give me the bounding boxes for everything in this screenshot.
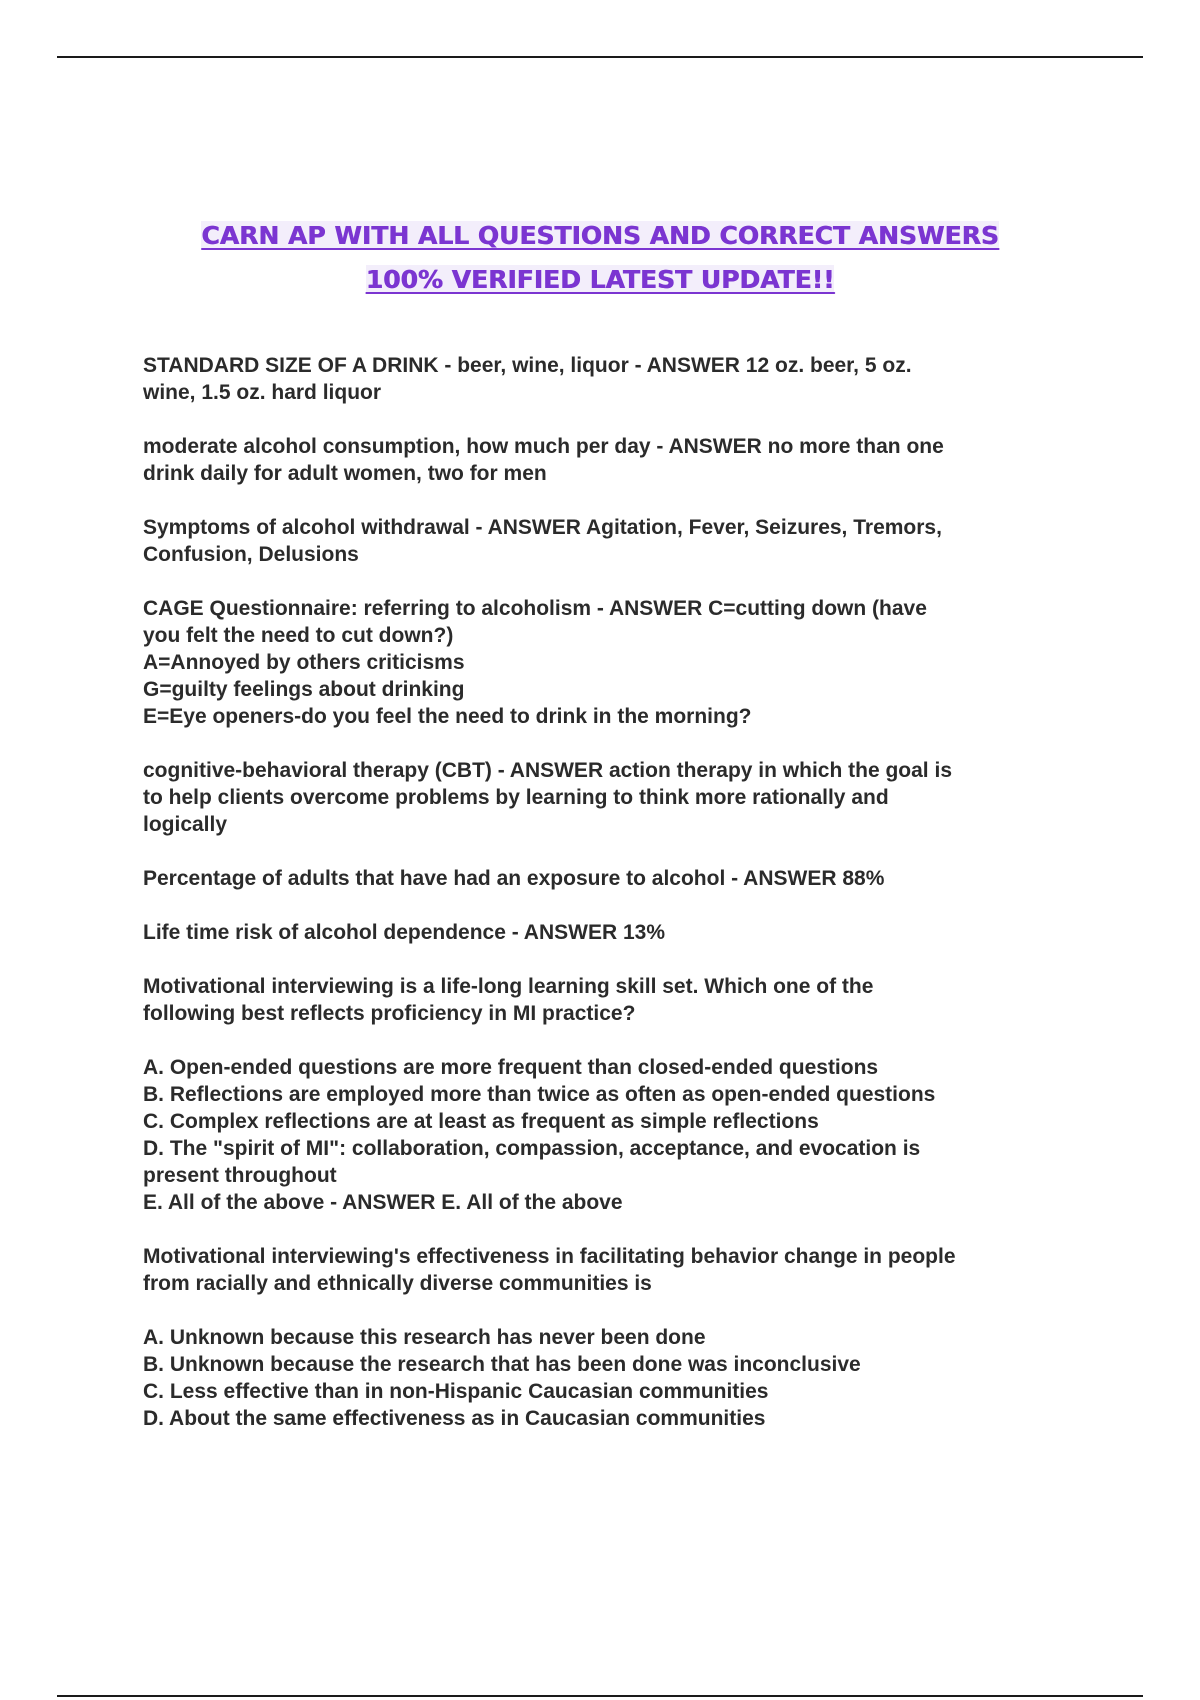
qa-entry: STANDARD SIZE OF A DRINK - beer, wine, liquor - ANSWER 12 oz. beer, 5 oz. wine, 1.5 oz. hard liquor: [143, 354, 912, 404]
title-line-2: 100% VERIFIED LATEST UPDATE!!: [365, 265, 835, 294]
top-rule: [57, 56, 1143, 58]
document-title: [100, 214, 1100, 302]
qa-options: A. Open-ended questions are more frequent than closed-ended questions B. Reflections are employed more than twice as often as open-ended questions C. Complex reflections are at least as frequent as simple reflections D. The "spirit of MI": collaboration, compassion, acceptance, and evocation is present throughout E. All of the above - ANSWER E. All of the above: [143, 1056, 936, 1214]
qa-entry: Symptoms of alcohol withdrawal - ANSWER Agitation, Fever, Seizures, Tremors, Confusion, Delusions: [143, 516, 942, 566]
qa-entry: cognitive-behavioral therapy (CBT) - ANSWER action therapy in which the goal is to help clients overcome problems by learning to think more rationally and logically: [143, 759, 952, 836]
qa-entry: CAGE Questionnaire: referring to alcoholism - ANSWER C=cutting down (have you felt the need to cut down?) A=Annoyed by others criticisms G=guilty feelings about drinking E=Eye openers-do you feel the need to drink in the morning?: [143, 597, 927, 728]
title-line-1: CARN AP WITH ALL QUESTIONS AND CORRECT ANSWERS: [201, 221, 999, 250]
qa-options: A. Unknown because this research has never been done B. Unknown because the research that has been done was inconclusive C. Less effective than in non-Hispanic Caucasian communities D. About the same effectiveness as in Caucasian communities: [143, 1326, 861, 1430]
qa-entry: Motivational interviewing is a life-long learning skill set. Which one of the following best reflects proficiency in MI practice?: [143, 975, 874, 1025]
qa-entry: Percentage of adults that have had an exposure to alcohol - ANSWER 88%: [143, 867, 885, 890]
qa-entry: Life time risk of alcohol dependence - ANSWER 13%: [143, 921, 665, 944]
qa-content: [143, 352, 1073, 1459]
bottom-rule: [57, 1695, 1143, 1697]
qa-entry: moderate alcohol consumption, how much per day - ANSWER no more than one drink daily for adult women, two for men: [143, 435, 944, 485]
qa-entry: Motivational interviewing's effectiveness in facilitating behavior change in people from racially and ethnically diverse communities is: [143, 1245, 956, 1295]
